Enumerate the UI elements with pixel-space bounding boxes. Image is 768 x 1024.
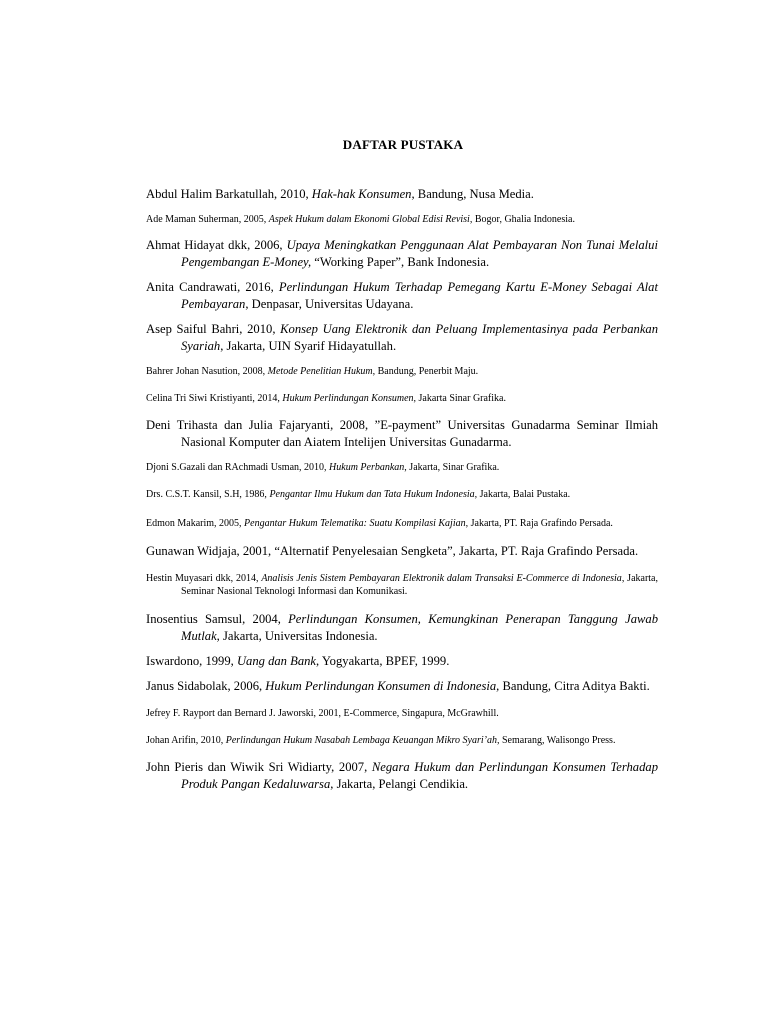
reference-entry: Abdul Halim Barkatullah, 2010, Hak-hak Konsumen, Bandung, Nusa Media. xyxy=(146,187,534,201)
reference-entry: Deni Trihasta dan Julia Fajaryanti, 2008, ”E-payment” Universitas Gunadarma Seminar Ilmiah Nasional Komputer dan Aiatem Intelijen Universitas Gunadarma. xyxy=(146,418,658,449)
reference-entry: Gunawan Widjaja, 2001, “Alternatif Penyelesaian Sengketa”, Jakarta, PT. Raja Grafindo Persada. xyxy=(146,544,639,558)
reference-entry: Anita Candrawati, 2016, Perlindungan Hukum Terhadap Pemegang Kartu E-Money Sebagai Alat Pembayaran, Denpasar, Universitas Udayana. xyxy=(146,280,658,311)
reference-entry: Hestin Muyasari dkk, 2014, Analisis Jenis Sistem Pembayaran Elektronik dalam Transaksi E-Commerce di Indonesia, Jakarta, Seminar Nasional Teknologi Informasi dan Komunikasi. xyxy=(146,573,658,597)
reference-entry: Iswardono, 1999, Uang dan Bank, Yogyakarta, BPEF, 1999. xyxy=(146,654,450,668)
reference-entry: Janus Sidabolak, 2006, Hukum Perlindungan Konsumen di Indonesia, Bandung, Citra Aditya Bakti. xyxy=(146,679,650,693)
reference-entry: Edmon Makarim, 2005, Pengantar Hukum Telematika: Suatu Kompilasi Kajian, Jakarta, PT. Raja Grafindo Persada. xyxy=(146,518,613,529)
reference-entry: Asep Saiful Bahri, 2010, Konsep Uang Elektronik dan Peluang Implementasinya pada Perbankan Syariah, Jakarta, UIN Syarif Hidayatullah. xyxy=(146,322,658,353)
reference-entry: Bahrer Johan Nasution, 2008, Metode Penelitian Hukum, Bandung, Penerbit Maju. xyxy=(146,366,479,377)
reference-entry: Ade Maman Suherman, 2005, Aspek Hukum dalam Ekonomi Global Edisi Revisi, Bogor, Ghalia Indonesia. xyxy=(146,214,575,225)
reference-list xyxy=(146,186,658,793)
reference-entry: Drs. C.S.T. Kansil, S.H, 1986, Pengantar Ilmu Hukum dan Tata Hukum Indonesia, Jakarta, Balai Pustaka. xyxy=(146,489,571,500)
page-title: DAFTAR PUSTAKA xyxy=(342,137,464,152)
reference-entry: Ahmat Hidayat dkk, 2006, Upaya Meningkatkan Penggunaan Alat Pembayaran Non Tunai Melalui Pengembangan E-Money, “Working Paper”, Bank Indonesia. xyxy=(146,238,658,269)
reference-entry: Jefrey F. Rayport dan Bernard J. Jaworski, 2001, E-Commerce, Singapura, McGrawhill. xyxy=(146,708,499,719)
reference-entry: John Pieris dan Wiwik Sri Widiarty, 2007, Negara Hukum dan Perlindungan Konsumen Terhadap Produk Pangan Kedaluwarsa, Jakarta, Pelangi Cendikia. xyxy=(146,760,658,791)
reference-entry: Djoni S.Gazali dan RAchmadi Usman, 2010, Hukum Perbankan, Jakarta, Sinar Grafika. xyxy=(146,462,500,473)
reference-entry: Celina Tri Siwi Kristiyanti, 2014, Hukum Perlindungan Konsumen, Jakarta Sinar Grafika. xyxy=(146,393,506,404)
reference-entry: Johan Arifin, 2010, Perlindungan Hukum Nasabah Lembaga Keuangan Mikro Syari’ah, Semarang, Walisongo Press. xyxy=(146,735,616,746)
reference-entry: Inosentius Samsul, 2004, Perlindungan Konsumen, Kemungkinan Penerapan Tanggung Jawab Mutlak, Jakarta, Universitas Indonesia. xyxy=(146,612,658,643)
